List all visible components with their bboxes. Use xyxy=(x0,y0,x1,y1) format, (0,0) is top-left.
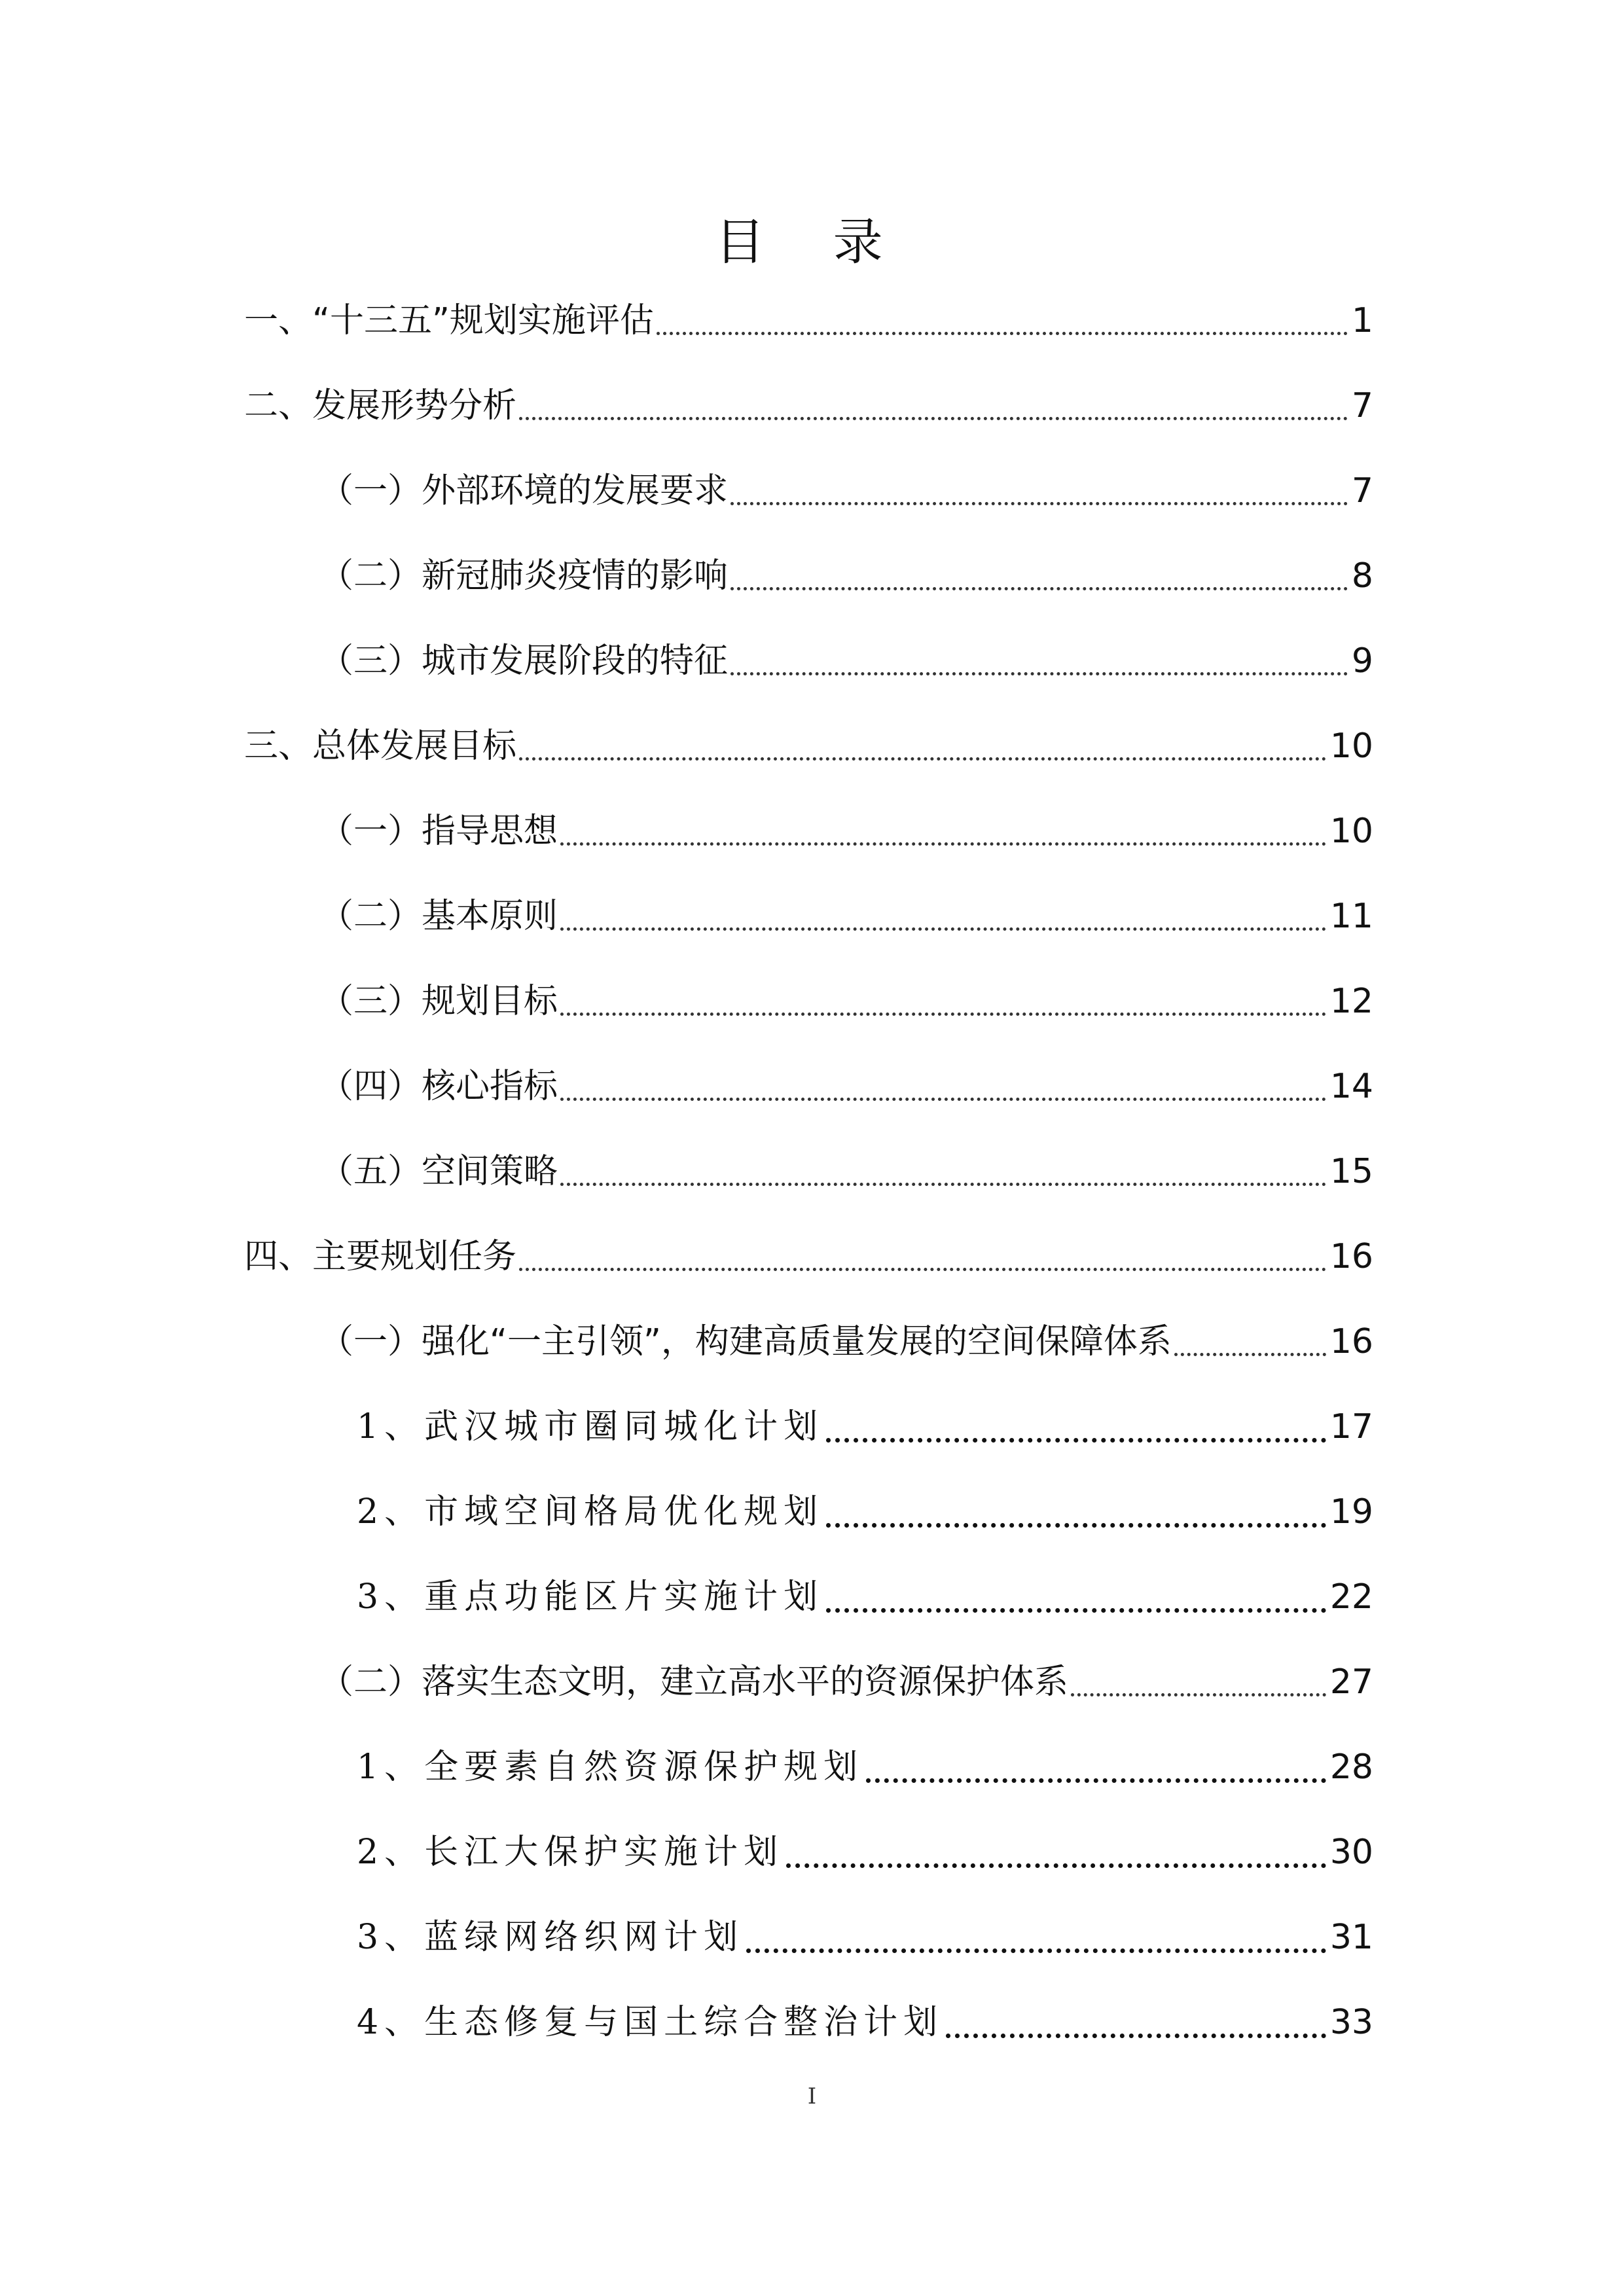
toc-entry-page: 12 xyxy=(1329,982,1373,1021)
toc-entry-label: 一、“十三五”规划实施评估 xyxy=(244,301,654,340)
page-number-footer: I xyxy=(807,2083,817,2109)
toc-entry-page: 16 xyxy=(1329,1237,1373,1276)
toc-leader-dots xyxy=(946,2034,1326,2038)
toc-entry[interactable] xyxy=(357,1911,1373,1964)
toc-entry-page: 28 xyxy=(1329,1748,1373,1787)
toc-entry-page: 17 xyxy=(1329,1407,1373,1446)
toc-entry[interactable] xyxy=(244,720,1373,772)
toc-leader-dots xyxy=(826,1438,1326,1443)
toc-entry-page: 7 xyxy=(1351,471,1373,511)
toc-leader-dots xyxy=(866,1778,1326,1783)
toc-entry-label: 1、武汉城市圈同城化计划 xyxy=(357,1407,824,1446)
toc-entry-label: 1、全要素自然资源保护规划 xyxy=(357,1748,864,1787)
toc-entry-page: 22 xyxy=(1329,1577,1373,1617)
toc-leader-dots xyxy=(560,842,1326,846)
toc-leader-dots xyxy=(826,1608,1326,1613)
toc-entry[interactable] xyxy=(244,1230,1373,1283)
toc-entry[interactable] xyxy=(319,1060,1373,1113)
toc-leader-dots xyxy=(1071,1693,1326,1696)
toc-entry-page: 19 xyxy=(1329,1492,1373,1532)
toc-entry[interactable] xyxy=(357,1741,1373,1793)
toc-leader-dots xyxy=(1174,1353,1326,1356)
toc-entry-page: 11 xyxy=(1329,897,1373,936)
toc-entry[interactable] xyxy=(319,805,1373,857)
toc-leader-dots xyxy=(657,332,1348,335)
toc-entry-page: 15 xyxy=(1329,1152,1373,1191)
toc-entry-page: 7 xyxy=(1351,386,1373,425)
toc-entry-label: （二）新冠肺炎疫情的影响 xyxy=(319,556,729,596)
toc-entry[interactable] xyxy=(244,380,1373,432)
toc-entry-label: 4、生态修复与国土综合整治计划 xyxy=(357,2003,944,2042)
toc-entry-label: （一）外部环境的发展要求 xyxy=(319,471,729,511)
toc-entry-label: （二）落实生态文明，建立高水平的资源保护体系 xyxy=(319,1662,1069,1702)
toc-entry[interactable] xyxy=(319,890,1373,942)
toc-entry-label: 2、市域空间格局优化规划 xyxy=(357,1492,824,1532)
toc-entry[interactable] xyxy=(357,1996,1373,2049)
toc-entry[interactable] xyxy=(319,550,1373,602)
toc-title: 目 录 xyxy=(715,213,909,271)
toc-entry[interactable] xyxy=(357,1571,1373,1623)
toc-entry[interactable] xyxy=(319,635,1373,687)
toc-leader-dots xyxy=(786,1863,1326,1868)
toc-leader-dots xyxy=(560,1013,1326,1016)
toc-entry-page: 31 xyxy=(1329,1918,1373,1957)
toc-leader-dots xyxy=(560,1098,1326,1101)
toc-entry-label: 2、长江大保护实施计划 xyxy=(357,1833,784,1872)
toc-entry-page: 1 xyxy=(1351,301,1373,340)
toc-entry-page: 9 xyxy=(1351,641,1373,681)
toc-entry-page: 30 xyxy=(1329,1833,1373,1872)
toc-entry[interactable] xyxy=(319,1316,1373,1368)
toc-entry-page: 10 xyxy=(1329,726,1373,766)
toc-entry[interactable] xyxy=(357,1486,1373,1538)
toc-leader-dots xyxy=(560,927,1326,931)
toc-entry-label: （二）基本原则 xyxy=(319,897,558,936)
toc-entry-label: 二、发展形势分析 xyxy=(244,386,517,425)
toc-entry-label: （一）强化“一主引领”，构建高质量发展的空间保障体系 xyxy=(319,1322,1172,1361)
toc-leader-dots xyxy=(731,587,1348,590)
toc-entry-label: 三、总体发展目标 xyxy=(244,726,517,766)
toc-leader-dots xyxy=(519,757,1326,761)
toc-leader-dots xyxy=(519,417,1348,420)
toc-entry-label: （四）核心指标 xyxy=(319,1067,558,1106)
toc-leader-dots xyxy=(826,1523,1326,1528)
toc-entry-label: （五）空间策略 xyxy=(319,1152,558,1191)
toc-entry-page: 8 xyxy=(1351,556,1373,596)
toc-leader-dots xyxy=(746,1948,1326,1953)
toc-entry[interactable] xyxy=(319,1145,1373,1198)
toc-entry-label: 3、蓝绿网络织网计划 xyxy=(357,1918,744,1957)
toc-entry[interactable] xyxy=(244,295,1373,347)
toc-entry-label: 四、主要规划任务 xyxy=(244,1237,517,1276)
toc-leader-dots xyxy=(560,1183,1326,1186)
toc-entry-page: 27 xyxy=(1329,1662,1373,1702)
toc-entry-label: （三）城市发展阶段的特征 xyxy=(319,641,729,681)
toc-entry[interactable] xyxy=(319,1656,1373,1708)
toc-entry[interactable] xyxy=(319,975,1373,1028)
toc-entry-page: 33 xyxy=(1329,2003,1373,2042)
toc-leader-dots xyxy=(519,1268,1326,1271)
toc-leader-dots xyxy=(731,672,1348,675)
toc-entry-label: 3、重点功能区片实施计划 xyxy=(357,1577,824,1617)
toc-entry-page: 16 xyxy=(1329,1322,1373,1361)
toc-entry-label: （一）指导思想 xyxy=(319,812,558,851)
toc-entry[interactable] xyxy=(357,1826,1373,1878)
toc-entry-label: （三）规划目标 xyxy=(319,982,558,1021)
toc-entry[interactable] xyxy=(319,465,1373,517)
toc-entry-page: 10 xyxy=(1329,812,1373,851)
toc-entry-page: 14 xyxy=(1329,1067,1373,1106)
toc-entry[interactable] xyxy=(357,1401,1373,1453)
toc-leader-dots xyxy=(731,502,1348,505)
